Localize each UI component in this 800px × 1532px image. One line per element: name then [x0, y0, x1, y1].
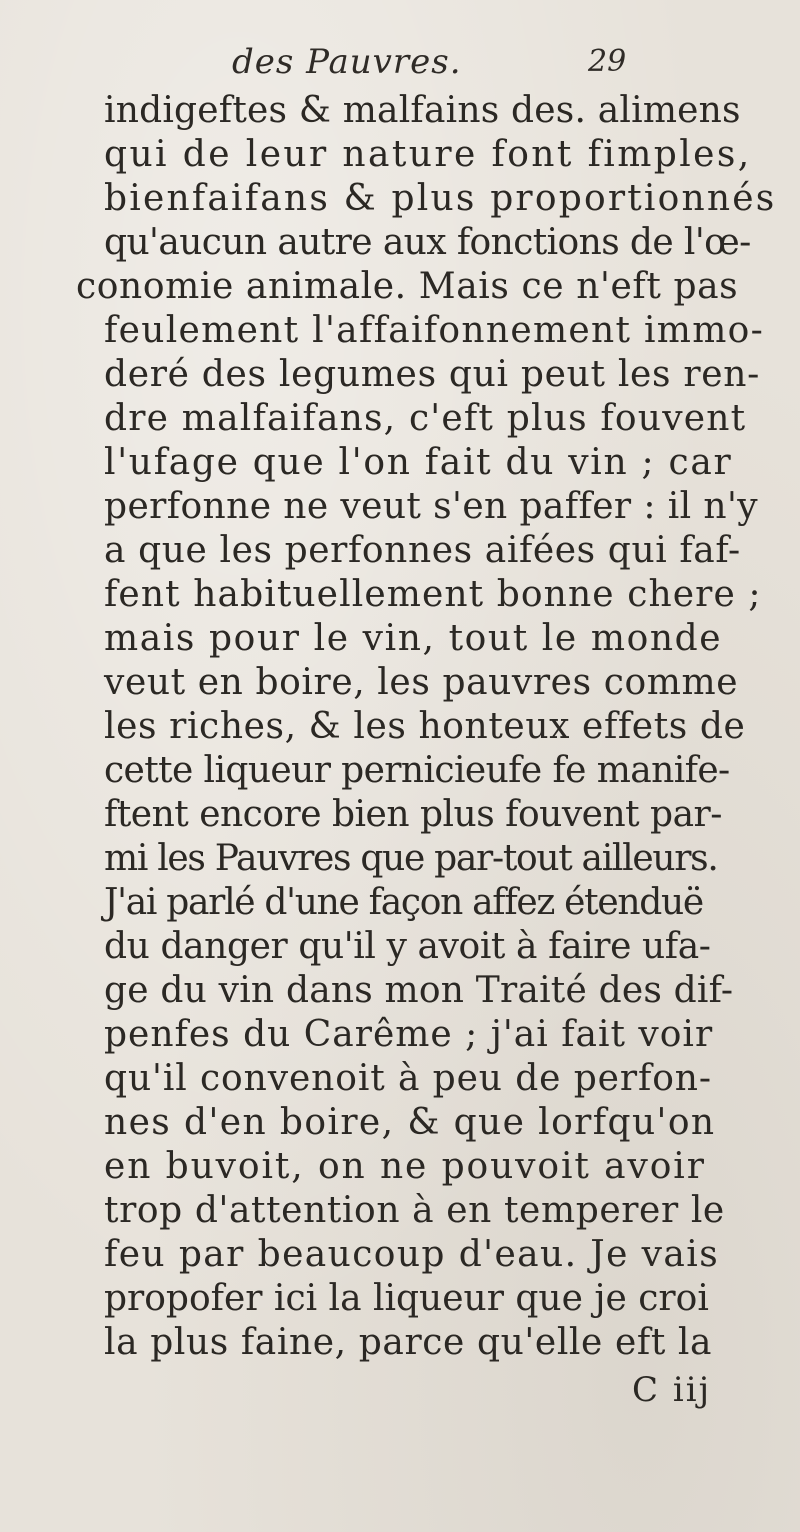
text-line: conomie animale. Mais ce n'eft pas — [76, 266, 739, 307]
text-line: ge du vin dans mon Traité des dif- — [104, 970, 734, 1011]
text-line: cette liqueur pernicieufe fe manife- — [104, 750, 730, 791]
running-title: des Pauvres. — [232, 42, 462, 82]
text-line: les riches, & les honteux effets de — [104, 706, 746, 747]
text-line: deré des legumes qui peut les ren- — [104, 354, 761, 395]
text-line: fent habituellement bonne chere ; — [104, 574, 762, 615]
text-line: mi les Pauvres que par-tout ailleurs. — [104, 838, 718, 879]
text-line: feu par beaucoup d'eau. Je vais — [104, 1234, 720, 1275]
text-line: a que les perfonnes aifées qui faf- — [104, 530, 741, 571]
text-line: dre malfaifans, c'eft plus fouvent — [104, 398, 747, 439]
text-line: indigeftes & malfains des. alimens — [104, 90, 741, 131]
text-line: propofer ici la liqueur que je croi — [104, 1278, 709, 1319]
text-line: en buvoit, on ne pouvoit avoir — [104, 1146, 706, 1187]
page-number: 29 — [588, 44, 627, 79]
text-line: veut en boire, les pauvres comme — [104, 662, 739, 703]
text-line: la plus faine, parce qu'elle eft la — [104, 1322, 713, 1363]
text-line: nes d'en boire, & que lorfqu'on — [104, 1102, 716, 1143]
signature-mark: C iij — [632, 1370, 712, 1410]
text-line: J'ai parlé d'une façon affez étenduë — [104, 882, 703, 923]
text-line: du danger qu'il y avoit à faire ufa- — [104, 926, 711, 967]
text-line: mais pour le vin, tout le monde — [104, 618, 723, 659]
text-line: qu'aucun autre aux fonctions de l'œ- — [104, 222, 751, 263]
text-line: feulement l'affaifonnement immo- — [104, 310, 765, 351]
text-line: bienfaifans & plus proportionnés — [104, 178, 777, 219]
text-line: perfonne ne veut s'en paffer : il n'y — [104, 486, 759, 527]
text-line: ftent encore bien plus fouvent par- — [104, 794, 722, 835]
text-line: penfes du Carême ; j'ai fait voir — [104, 1014, 714, 1055]
page-header — [0, 42, 800, 86]
text-line: trop d'attention à en temperer le — [104, 1190, 725, 1231]
text-line: qu'il convenoit à peu de perfon- — [104, 1058, 712, 1099]
text-line: l'ufage que l'on fait du vin ; car — [104, 442, 733, 483]
text-line: qui de leur nature font fimples, — [104, 134, 752, 175]
